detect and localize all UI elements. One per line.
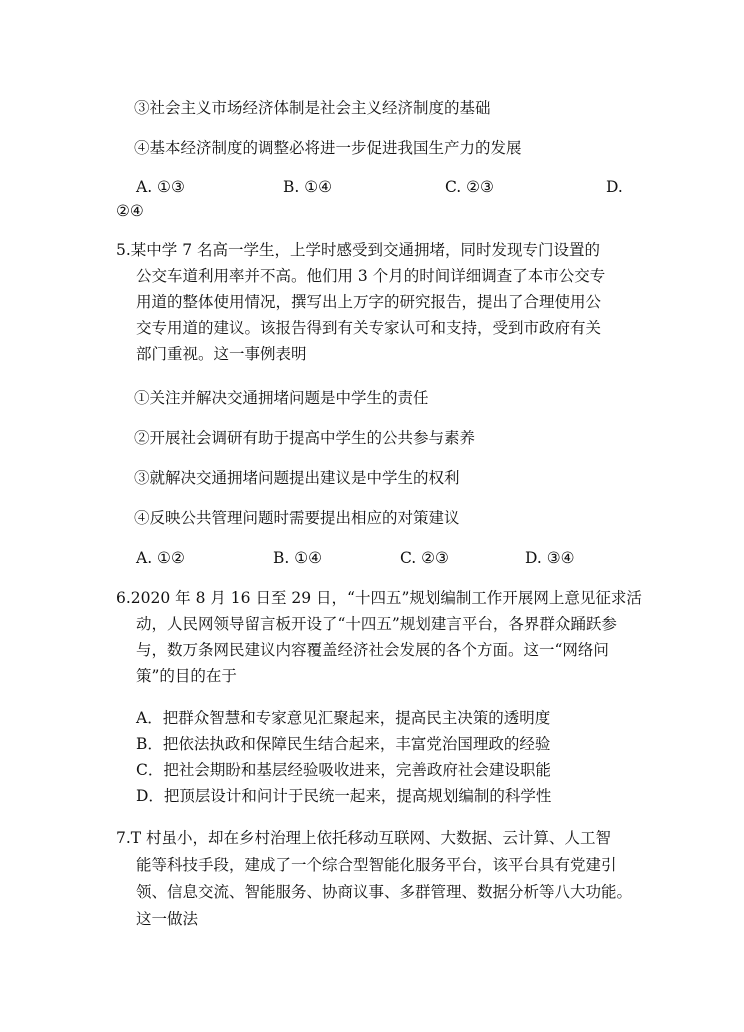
q5-statement-2: ②开展社会调研有助于提高中学生的公共参与素养 [134, 429, 476, 447]
q4-option-d-value: ②④ [116, 202, 144, 220]
q6-stem-line: 6.2020 年 8 月 16 日至 29 日，“十四五”规划编制工作开展网上意见征求活 [116, 589, 642, 607]
q5-statement-3: ③就解决交通拥堵问题提出建议是中学生的权利 [134, 469, 460, 487]
q5-stem-line: 部门重视。这一事例表明 [136, 345, 307, 363]
q6-stem-line: 与，数万条网民建议内容覆盖经济社会发展的各个方面。这一“网络问 [136, 641, 609, 659]
q5-option-a: A. ①② [136, 549, 185, 567]
q4-statement-4: ④基本经济制度的调整必将进一步促进我国生产力的发展 [134, 139, 522, 157]
q7-stem-line: 能等科技手段，建成了一个综合型智能化服务平台，该平台具有党建引 [136, 856, 617, 874]
q6-stem-line: 策”的目的在于 [136, 667, 237, 685]
q6-option-d: D．把顶层设计和问计于民统一起来，提高规划编制的科学性 [136, 787, 552, 805]
q4-statement-3: ③社会主义市场经济体制是社会主义经济制度的基础 [134, 99, 491, 117]
q5-option-b: B. ①④ [273, 549, 323, 567]
q5-option-d: D. ③④ [525, 549, 575, 567]
q5-statement-4: ④反映公共管理问题时需要提出相应的对策建议 [134, 509, 460, 527]
q4-option-a: A. ①③ [136, 178, 185, 196]
q6-option-c: C．把社会期盼和基层经验吸收进来，完善政府社会建设职能 [136, 761, 551, 779]
q6-option-a: A．把群众智慧和专家意见汇聚起来，提高民主决策的透明度 [136, 709, 551, 727]
q4-option-b: B. ①④ [283, 178, 333, 196]
q4-option-c: C. ②③ [445, 178, 494, 196]
q5-statement-1: ①关注并解决交通拥堵问题是中学生的责任 [134, 389, 429, 407]
q5-stem-line: 公交车道利用率并不高。他们用 3 个月的时间详细调查了本市公交专 [136, 267, 606, 285]
q7-stem-line: 7.T 村虽小，却在乡村治理上依托移动互联网、大数据、云计算、人工智 [116, 829, 612, 847]
q5-stem-line: 交专用道的建议。该报告得到有关专家认可和支持，受到市政府有关 [136, 319, 602, 337]
q4-option-d-letter: D. [606, 178, 623, 196]
q5-option-c: C. ②③ [400, 549, 449, 567]
q5-stem-line: 5.某中学 7 名高一学生，上学时感受到交通拥堵，同时发现专门设置的 [116, 241, 601, 259]
q7-stem-line: 领、信息交流、智能服务、协商议事、多群管理、数据分析等八大功能。 [136, 883, 633, 901]
q6-stem-line: 动，人民网领导留言板开设了“十四五”规划建言平台，各界群众踊跃参 [136, 615, 617, 633]
q6-option-b: B．把依法执政和保障民生结合起来，丰富党治国理政的经验 [136, 735, 551, 753]
q5-stem-line: 用道的整体使用情况，撰写出上万字的研究报告，提出了合理使用公 [136, 293, 602, 311]
q7-stem-line: 这一做法 [136, 910, 199, 928]
